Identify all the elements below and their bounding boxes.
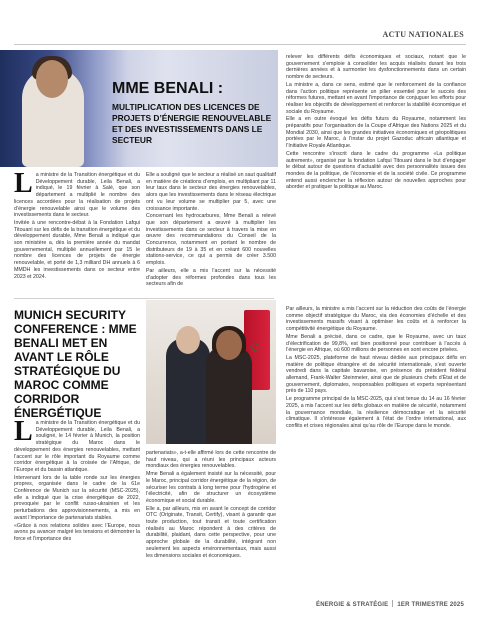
article1-col1-p1: a ministre de la Transition énergétique et du Développement durable, Leila Benali, a indiqué, le 19 février à Salé, que son département a multiplié le nombre des licences accordées pour la réalisation de projets d’énergie renouvelable ainsi que le volume des investissements dans le secteur. bbox=[14, 172, 140, 219]
article2-column-1 bbox=[14, 416, 140, 544]
article2-col2-p2: Mme Benali a également insisté sur la nécessité, pour le Maroc, principal corridor énergétique de la région, de sécuriser les contrats à long terme pour l’hydrogène et l’électricité, afin de structurer un écosystème économique et social durable. bbox=[146, 471, 276, 504]
article1-column-2 bbox=[146, 172, 276, 289]
article1-col3-p1: relever les différents défis économiques et sociaux, notant que le gouvernement s’emploie à consolider les acquis réalisés durant les trois dernières années et à surmonter les dysfonctionnements dans un certain nombre de secteurs. bbox=[286, 54, 466, 81]
article2-title: MUNICH SECURITY CONFERENCE : MME BENALI MET EN AVANT LE RÔLE STRATÉGIQUE DU MAROC COMME CORRIDOR ÉNERGÉTIQUE bbox=[14, 308, 137, 420]
article2-column-2 bbox=[146, 450, 276, 560]
page-header bbox=[0, 0, 480, 46]
article1-col2-p1: Elle a souligné que le secteur a réalisé un saut qualitatif en matière de créations d’emplois, en multipliant par 11 leur taux dans le secteur des énergies renouvelables, alors que les investissements dans le réseau électrique ont vu leur volume se multiplier par 5, avec une croissance importante. bbox=[146, 172, 276, 212]
footer-publication: ÉNERGIE & STRATÉGIE bbox=[316, 602, 389, 608]
header-rule bbox=[14, 44, 466, 45]
article1-col2-p2: Concernant les hydrocarbures, Mme Benali a relevé que son département a œuvré à multiplier les investissements dans ce secteur à travers la mise en œuvre des recommandations du Conseil de la Concurrence, notamment en portant le nombre de distributeurs de 19 à 35 et en créant 600 nouvelles stations-service, ce qui a permis de créer 3.500 emplois. bbox=[146, 213, 276, 267]
section-label: ACTU NATIONALES bbox=[382, 30, 464, 39]
man-head bbox=[176, 326, 200, 354]
speaker-head bbox=[36, 60, 68, 98]
article2-col2-p1: partenariats», a-t-elle affirmé lors de cette rencontre de haut niveau, qui a réuni les principaux acteurs mondiaux des énergies renouvelables. bbox=[146, 450, 276, 470]
footer-separator bbox=[392, 600, 393, 607]
article2-col3-p2: Mme Benali a précisé, dans ce cadre, que le Royaume, avec un taux d’électrification de 99,8%, est bien positionné pour contribuer à l’accès à l’énergie en Afrique, où 600 millions de personnes en sont encore privées. bbox=[286, 333, 466, 354]
article2-column-3 bbox=[286, 306, 466, 431]
woman-figure bbox=[206, 346, 252, 444]
article2-col3-p3: La MSC-2025, plateforme de haut niveau dédiée aux principaux défis en matière de politique étrangère et de sécurité internationale, s’est ouverte vendredi dans la capitale bavaroise, en présence du président fédéral allemand, Frank-Walter Steinmeier, ainsi que de plusieurs chefs d’État et de gouvernement, diplomates, responsables politiques et experts représentant près de 110 pays. bbox=[286, 354, 466, 395]
article2-col1-p3: «Grâce à nos relations solides avec l’Europe, nous avons pu avancer malgré les tensions et démontrer la force et l’importance des bbox=[14, 522, 140, 542]
article2-col3-p1: Par ailleurs, la ministre a mis l’accent sur la réduction des coûts de l’énergie comme objectif stratégique du Maroc, via des économies d’échelle et des investissements massifs visant à optimiser les coûts et à renforcer la compétitivité énergétique du Royaume. bbox=[286, 306, 466, 333]
meeting-photo bbox=[146, 300, 276, 444]
flag-star-icon: ✩ bbox=[249, 340, 261, 356]
article2-col2-p3: Elle a, par ailleurs, mis en avant le concept de corridor OTC (Originate, Transit, Certify), visant à garantir que toute production, tout transit et toute certification réalisés au Maroc répondent à des critères de durabilité, plaidant, dans cette perspective, pour une approche globale de la durabilité, intégrant non seulement les aspects environnementaux, mais aussi les dimensions sociales et économiques. bbox=[146, 505, 276, 559]
article1-column-1 bbox=[14, 168, 140, 281]
article-divider bbox=[14, 298, 274, 299]
article1-title: MME BENALI : bbox=[112, 80, 224, 97]
woman-head bbox=[216, 330, 242, 360]
article1-dropcap: L bbox=[14, 168, 33, 199]
article2-col3-p4: Le programme principal de la MSC-2025, qui s’est tenue du 14 au 16 février 2025, a mis l’accent sur les défis globaux en matière de sécurité, notamment la gouvernance mondiale, la résilience démocratique et la sécurité climatique. Il s’intéresse également à l’état de l’ordre international, aux conflits et crises régionales ainsi qu’au rôle de l’Europe dans le monde. bbox=[286, 396, 466, 429]
article1-column-3 bbox=[286, 54, 466, 192]
article1-col3-p2: La ministre a, dans ce sens, estimé que le renforcement de la confiance dans l’action politique représente un pilier essentiel pour le succès des réformes futures, mettant en avant l’importance de conjuguer les efforts pour réaliser les objectifs de développement et renforcer la stabilité économique et sociale du Royaume. bbox=[286, 81, 466, 115]
article1-subtitle: MULTIPLICATION DES LICENCES DE PROJETS D’ÉNERGIE RENOUVELABLE ET DES INVESTISSEMENTS DANS LE SECTEUR bbox=[112, 102, 272, 145]
article1-col3-p4: Cette rencontre s’inscrit dans le cadre du programme «La politique autrement», organisé par la fondation Lafqui Titouani dans le but d’engager le débat autour de questions d’actualité avec des personnalités issues des mondes de la politique, de l’économie et de la société civile. Ce programme entend aussi enclencher la réflexion autour de nouvelles approches pour aborder et pratiquer la politique au Maroc. bbox=[286, 150, 466, 191]
page-footer bbox=[316, 600, 464, 608]
article2-col1-p2: Intervenant lors de la table ronde sur les énergies propres, organisée dans le cadre de la 61e Conférence de Munich sur la sécurité (MSC-2025), elle a indiqué que la crise énergétique de 2022, provoquée par le conflit russo-ukrainien et les perturbations des approvisionnements, a mis en avant l’importance de partenariats stables. bbox=[14, 474, 140, 521]
article1-col1-p2: Invitée à une rencontre-débat à la Fondation Lafqui Titouani sur les défis de la transition énergétique et du développement durable, Mme Benali a indiqué que son ministère a, dès la première année du mandat gouvernemental, multiplié annuellement par 15 le nombre des licences de projets de énergie renouvelable, et porté de 1,3 milliard DH annuels à 6 MMDH les investissements dans ce secteur entre 2023 et 2024. bbox=[14, 219, 140, 280]
article2-col1-p1: a ministre de la Transition énergétique et du Développement durable, Leila Benali, a souligné, le 14 février à Munich, la position stratégique du Maroc dans le développement des énergies renouvelables, mettant l’accent sur le rôle important du Royaume comme corridor énergétique à la croisée de l’Afrique, de l’Europe et du bassin atlantique. bbox=[14, 420, 140, 473]
article1-col3-p3: Elle a en outre évoqué les défis futurs du Royaume, notamment les préparatifs pour l’organisation de la Coupe d’Afrique des Nations 2025 et du Mondial 2030, ainsi que les grandes initiatives économiques et géopolitiques portées par le Maroc, à l’instar du projet Gazoduc africain atlantique et l’Initiative Royale Atlantique. bbox=[286, 116, 466, 150]
footer-issue: 1ER TRIMESTRE 2025 bbox=[397, 602, 464, 608]
article2-dropcap: L bbox=[14, 416, 33, 447]
article1-col2-p3: Par ailleurs, elle a mis l’accent sur la nécessité d’adopter des réformes profondes dans tous les secteurs afin de bbox=[146, 267, 276, 288]
